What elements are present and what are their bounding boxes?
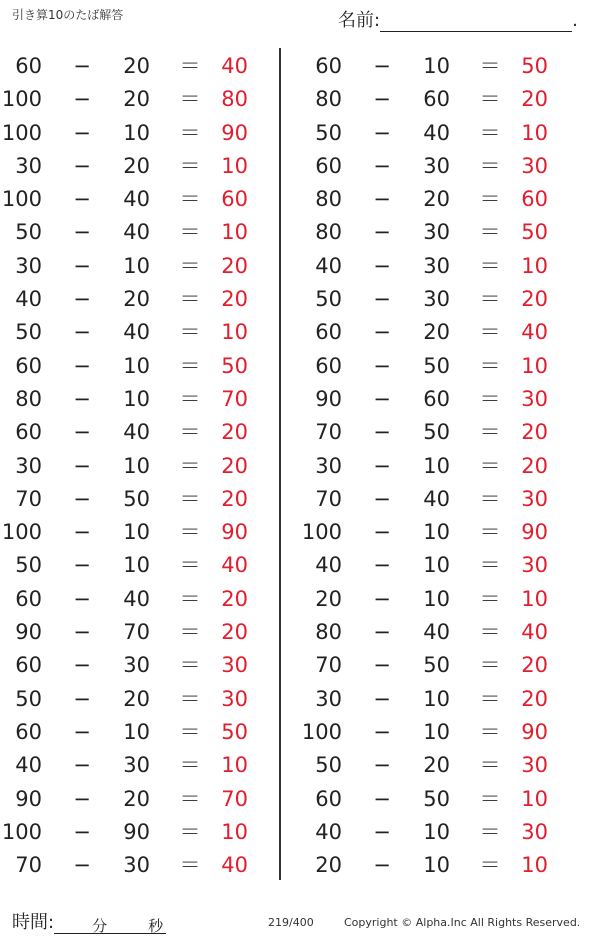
- time-label: 時間:: [12, 912, 55, 933]
- equals-sign: ＝: [179, 54, 201, 78]
- subtrahend: 10: [123, 719, 150, 744]
- equals-sign: ＝: [479, 719, 501, 744]
- subtrahend: 10: [423, 54, 450, 78]
- equals-sign: ＝: [479, 753, 501, 778]
- minus-sign: −: [73, 320, 91, 345]
- answer: 90: [221, 520, 248, 545]
- minus-sign: −: [73, 187, 91, 212]
- answer: 20: [521, 287, 548, 312]
- minus-sign: −: [373, 120, 391, 145]
- minus-sign: −: [373, 220, 391, 245]
- subtrahend: 30: [123, 753, 150, 778]
- minuend: 40: [15, 287, 42, 312]
- answer: 20: [521, 686, 548, 711]
- minus-sign: −: [73, 287, 91, 312]
- page-number: 219/400: [268, 916, 314, 929]
- equals-sign: ＝: [179, 320, 201, 345]
- subtrahend: 20: [423, 187, 450, 212]
- answer: 20: [221, 486, 248, 511]
- answer: 10: [521, 586, 548, 611]
- equals-sign: ＝: [179, 253, 201, 278]
- minuend: 50: [15, 220, 42, 245]
- minuend: 80: [15, 386, 42, 411]
- answer: 80: [221, 87, 248, 112]
- equals-sign: ＝: [179, 553, 201, 578]
- minuend: 20: [315, 586, 342, 611]
- answer: 10: [221, 753, 248, 778]
- answer: 20: [521, 653, 548, 678]
- minuend: 30: [15, 153, 42, 178]
- minuend: 100: [1, 819, 42, 844]
- subtrahend: 10: [423, 586, 450, 611]
- minuend: 40: [15, 753, 42, 778]
- equals-sign: ＝: [479, 187, 501, 212]
- minus-sign: −: [373, 287, 391, 312]
- subtrahend: 30: [423, 287, 450, 312]
- minus-sign: −: [373, 653, 391, 678]
- minuend: 60: [315, 786, 342, 811]
- answer: 10: [221, 153, 248, 178]
- minus-sign: −: [373, 420, 391, 445]
- minuend: 100: [301, 719, 342, 744]
- minuend: 50: [15, 553, 42, 578]
- subtrahend: 50: [423, 653, 450, 678]
- equals-sign: ＝: [179, 486, 201, 511]
- subtrahend: 10: [123, 520, 150, 545]
- minuend: 100: [1, 187, 42, 212]
- time-field: [12, 908, 166, 934]
- answer: 70: [221, 386, 248, 411]
- answer: 20: [521, 420, 548, 445]
- minuend: 60: [15, 653, 42, 678]
- answer: 20: [221, 287, 248, 312]
- minuend: 30: [315, 453, 342, 478]
- subtrahend: 40: [423, 120, 450, 145]
- minuend: 60: [15, 586, 42, 611]
- answer: 30: [221, 653, 248, 678]
- minus-sign: −: [373, 386, 391, 411]
- subtrahend: 20: [123, 87, 150, 112]
- minuend: 60: [15, 719, 42, 744]
- minuend: 70: [15, 486, 42, 511]
- equals-sign: ＝: [479, 819, 501, 844]
- minuend: 40: [315, 253, 342, 278]
- minus-sign: −: [73, 453, 91, 478]
- subtrahend: 10: [423, 719, 450, 744]
- minus-sign: −: [73, 819, 91, 844]
- equals-sign: ＝: [179, 520, 201, 545]
- minuend: 50: [315, 120, 342, 145]
- answer: 20: [221, 420, 248, 445]
- equals-sign: ＝: [479, 786, 501, 811]
- subtrahend: 20: [123, 786, 150, 811]
- minuend: 100: [301, 520, 342, 545]
- subtrahend: 50: [423, 786, 450, 811]
- minus-sign: −: [373, 786, 391, 811]
- answer: 90: [521, 520, 548, 545]
- minus-sign: −: [373, 520, 391, 545]
- equals-sign: ＝: [479, 287, 501, 312]
- minuend: 30: [315, 686, 342, 711]
- minus-sign: −: [73, 120, 91, 145]
- answer: 30: [521, 153, 548, 178]
- minus-sign: −: [373, 753, 391, 778]
- subtrahend: 40: [123, 320, 150, 345]
- minuend: 60: [315, 153, 342, 178]
- equals-sign: ＝: [479, 153, 501, 178]
- minus-sign: −: [373, 453, 391, 478]
- equals-sign: ＝: [179, 153, 201, 178]
- minuend: 50: [315, 753, 342, 778]
- minus-sign: −: [73, 386, 91, 411]
- minuend: 60: [315, 320, 342, 345]
- subtrahend: 10: [123, 453, 150, 478]
- equals-sign: ＝: [479, 453, 501, 478]
- answer: 40: [221, 853, 248, 878]
- minus-sign: −: [373, 620, 391, 645]
- equals-sign: ＝: [479, 486, 501, 511]
- minuend: 40: [315, 819, 342, 844]
- equals-sign: ＝: [479, 353, 501, 378]
- answer: 30: [521, 819, 548, 844]
- subtrahend: 10: [123, 353, 150, 378]
- minus-sign: −: [73, 420, 91, 445]
- minuend: 70: [315, 486, 342, 511]
- equals-sign: ＝: [479, 520, 501, 545]
- equals-sign: ＝: [479, 253, 501, 278]
- equals-sign: ＝: [179, 786, 201, 811]
- subtrahend: 10: [423, 520, 450, 545]
- minuend: 60: [315, 54, 342, 78]
- answer: 30: [521, 753, 548, 778]
- equals-sign: ＝: [179, 653, 201, 678]
- minuend: 60: [15, 54, 42, 78]
- minus-sign: −: [73, 253, 91, 278]
- minus-sign: −: [73, 586, 91, 611]
- subtrahend: 10: [123, 386, 150, 411]
- minuend: 70: [315, 420, 342, 445]
- subtrahend: 60: [423, 386, 450, 411]
- minuend: 20: [315, 853, 342, 878]
- minus-sign: −: [373, 553, 391, 578]
- minus-sign: −: [73, 653, 91, 678]
- subtrahend: 40: [123, 586, 150, 611]
- equals-sign: ＝: [179, 220, 201, 245]
- subtrahend: 30: [123, 653, 150, 678]
- equals-sign: ＝: [479, 120, 501, 145]
- minuend: 100: [1, 120, 42, 145]
- minuend: 80: [315, 620, 342, 645]
- minuend: 50: [15, 320, 42, 345]
- minuend: 50: [15, 686, 42, 711]
- minus-sign: −: [373, 586, 391, 611]
- equals-sign: ＝: [179, 287, 201, 312]
- subtrahend: 30: [423, 253, 450, 278]
- subtrahend: 40: [123, 187, 150, 212]
- answer: 50: [221, 719, 248, 744]
- subtrahend: 10: [423, 819, 450, 844]
- minus-sign: −: [73, 853, 91, 878]
- answer: 60: [521, 187, 548, 212]
- subtrahend: 50: [423, 353, 450, 378]
- minuend: 80: [315, 187, 342, 212]
- equals-sign: ＝: [479, 553, 501, 578]
- subtrahend: 20: [123, 287, 150, 312]
- equals-sign: ＝: [179, 586, 201, 611]
- minus-sign: −: [373, 686, 391, 711]
- answer: 20: [221, 453, 248, 478]
- subtrahend: 30: [123, 853, 150, 878]
- answer: 10: [521, 786, 548, 811]
- subtrahend: 10: [423, 853, 450, 878]
- equals-sign: ＝: [479, 320, 501, 345]
- subtrahend: 90: [123, 819, 150, 844]
- copyright-text: Copyright © Alpha.Inc All Rights Reserved.: [344, 916, 581, 929]
- subtrahend: 20: [123, 54, 150, 78]
- minus-sign: −: [73, 620, 91, 645]
- minuend: 60: [15, 420, 42, 445]
- answer: 10: [521, 253, 548, 278]
- minuend: 100: [1, 87, 42, 112]
- minus-sign: −: [73, 87, 91, 112]
- name-label: 名前:: [338, 10, 381, 31]
- answer: 10: [521, 120, 548, 145]
- minus-sign: −: [373, 719, 391, 744]
- answer: 30: [521, 386, 548, 411]
- equals-sign: ＝: [479, 686, 501, 711]
- minus-sign: −: [373, 153, 391, 178]
- answer: 30: [221, 686, 248, 711]
- equals-sign: ＝: [479, 620, 501, 645]
- subtrahend: 10: [123, 253, 150, 278]
- subtrahend: 40: [423, 620, 450, 645]
- equals-sign: ＝: [179, 753, 201, 778]
- answer: 10: [221, 320, 248, 345]
- minuend: 30: [15, 253, 42, 278]
- subtrahend: 10: [123, 553, 150, 578]
- answer: 40: [221, 553, 248, 578]
- minus-sign: −: [373, 486, 391, 511]
- answer: 70: [221, 786, 248, 811]
- subtrahend: 40: [123, 220, 150, 245]
- answer: 40: [521, 620, 548, 645]
- minutes-label: 分: [92, 917, 108, 935]
- minuend: 90: [315, 386, 342, 411]
- minus-sign: −: [373, 187, 391, 212]
- equals-sign: ＝: [179, 719, 201, 744]
- answer: 50: [221, 353, 248, 378]
- name-underline[interactable]: [380, 13, 572, 32]
- equals-sign: ＝: [179, 453, 201, 478]
- answer: 50: [521, 220, 548, 245]
- answer: 20: [221, 586, 248, 611]
- minus-sign: −: [373, 853, 391, 878]
- minuend: 100: [1, 520, 42, 545]
- minus-sign: −: [73, 686, 91, 711]
- equals-sign: ＝: [179, 87, 201, 112]
- equals-sign: ＝: [179, 620, 201, 645]
- column-divider: [279, 48, 281, 880]
- minus-sign: −: [73, 54, 91, 78]
- subtrahend: 60: [423, 87, 450, 112]
- minus-sign: −: [373, 54, 391, 78]
- minuend: 90: [15, 620, 42, 645]
- equals-sign: ＝: [179, 420, 201, 445]
- minus-sign: −: [73, 153, 91, 178]
- equals-sign: ＝: [479, 54, 501, 78]
- minus-sign: −: [73, 520, 91, 545]
- subtrahend: 40: [123, 420, 150, 445]
- subtrahend: 10: [423, 553, 450, 578]
- subtrahend: 20: [123, 153, 150, 178]
- answer: 50: [521, 54, 548, 78]
- equals-sign: ＝: [479, 853, 501, 878]
- subtrahend: 20: [123, 686, 150, 711]
- minus-sign: −: [73, 786, 91, 811]
- subtrahend: 50: [123, 486, 150, 511]
- subtrahend: 40: [423, 486, 450, 511]
- seconds-label: 秒: [148, 917, 164, 935]
- answer: 10: [221, 819, 248, 844]
- worksheet-title: 引き算10のたば解答: [12, 8, 124, 22]
- equals-sign: ＝: [179, 853, 201, 878]
- equals-sign: ＝: [179, 187, 201, 212]
- answer: 90: [221, 120, 248, 145]
- subtrahend: 20: [423, 320, 450, 345]
- answer: 20: [221, 253, 248, 278]
- minus-sign: −: [73, 719, 91, 744]
- equals-sign: ＝: [479, 87, 501, 112]
- minuend: 50: [315, 287, 342, 312]
- minuend: 70: [315, 653, 342, 678]
- minus-sign: −: [373, 253, 391, 278]
- minuend: 90: [15, 786, 42, 811]
- equals-sign: ＝: [479, 386, 501, 411]
- subtrahend: 10: [423, 686, 450, 711]
- subtrahend: 50: [423, 420, 450, 445]
- equals-sign: ＝: [179, 353, 201, 378]
- minuend: 80: [315, 220, 342, 245]
- subtrahend: 30: [423, 220, 450, 245]
- minuend: 60: [315, 353, 342, 378]
- subtrahend: 10: [123, 120, 150, 145]
- minuend: 60: [15, 353, 42, 378]
- answer: 30: [521, 553, 548, 578]
- minus-sign: −: [373, 353, 391, 378]
- minuend: 30: [15, 453, 42, 478]
- answer: 20: [221, 620, 248, 645]
- answer: 10: [221, 220, 248, 245]
- answer: 40: [521, 320, 548, 345]
- minus-sign: −: [73, 553, 91, 578]
- minus-sign: −: [73, 486, 91, 511]
- answer: 40: [221, 54, 248, 78]
- equals-sign: ＝: [179, 120, 201, 145]
- equals-sign: ＝: [479, 220, 501, 245]
- minus-sign: −: [73, 353, 91, 378]
- equals-sign: ＝: [479, 420, 501, 445]
- minus-sign: −: [73, 753, 91, 778]
- name-field: 名前: .: [338, 10, 578, 31]
- equals-sign: ＝: [479, 653, 501, 678]
- minus-sign: −: [373, 819, 391, 844]
- equals-sign: ＝: [179, 386, 201, 411]
- answer: 20: [521, 87, 548, 112]
- answer: 20: [521, 453, 548, 478]
- equals-sign: ＝: [179, 686, 201, 711]
- equals-sign: ＝: [179, 819, 201, 844]
- subtrahend: 30: [423, 153, 450, 178]
- minus-sign: −: [73, 220, 91, 245]
- time-underline[interactable]: [54, 915, 166, 934]
- subtrahend: 20: [423, 753, 450, 778]
- answer: 90: [521, 719, 548, 744]
- answer: 30: [521, 486, 548, 511]
- minus-sign: −: [373, 87, 391, 112]
- minuend: 80: [315, 87, 342, 112]
- answer: 60: [221, 187, 248, 212]
- subtrahend: 10: [423, 453, 450, 478]
- answer: 10: [521, 853, 548, 878]
- answer: 10: [521, 353, 548, 378]
- minuend: 40: [315, 553, 342, 578]
- equals-sign: ＝: [479, 586, 501, 611]
- subtrahend: 70: [123, 620, 150, 645]
- minuend: 70: [15, 853, 42, 878]
- minus-sign: −: [373, 320, 391, 345]
